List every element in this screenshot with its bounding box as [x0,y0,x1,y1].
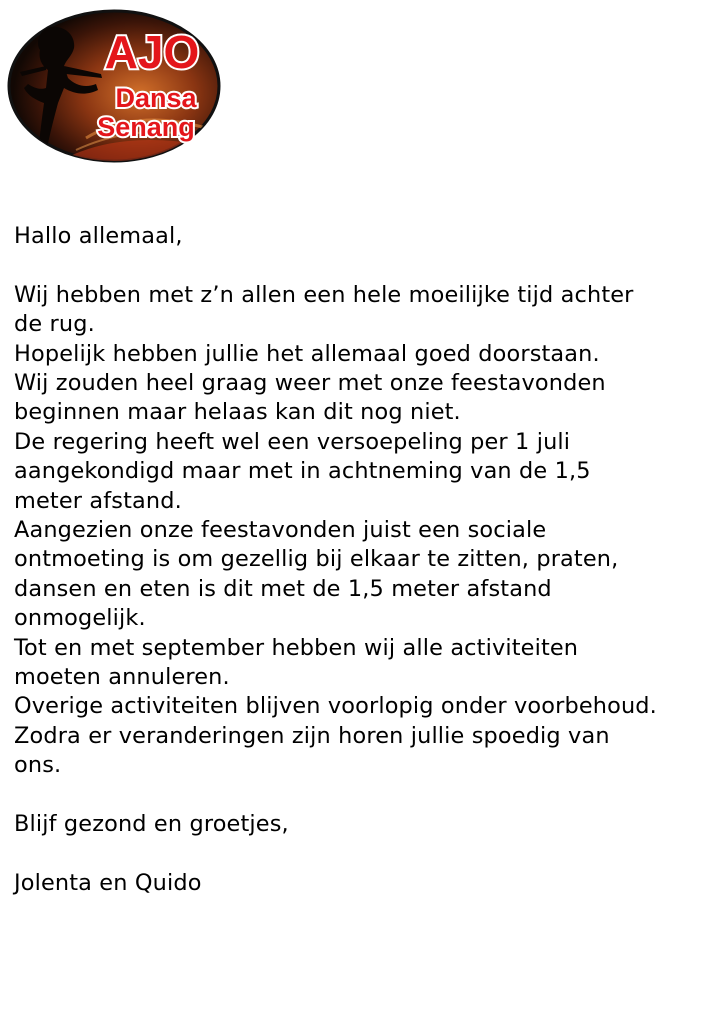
letter-paragraph [14,281,714,781]
greeting: Hallo allemaal, [14,223,183,249]
letter-line: moeten annuleren. [14,664,230,691]
letter-line: Aangezien onze feestavonden juist een sociale [14,517,547,544]
logo-graphic [6,8,222,164]
logo-text-ajo: AJO [104,26,200,78]
logo-text-senang: Senang [97,112,195,142]
letter-line: ons. [14,752,62,779]
letter-line: Overige activiteiten blijven voorlopig onder voorbehoud. [14,693,657,720]
letter-line: Wij hebben met z’n allen een hele moeilijke tijd achter [14,281,634,308]
ajo-dansa-senang-logo [6,8,222,164]
paragraph-gap [14,781,714,810]
letter-line: De regering heeft wel een versoepeling per 1 juli [14,428,571,455]
letter-line: Zodra er veranderingen zijn horen jullie spoedig van [14,722,610,749]
letter-line: meter afstand. [14,487,182,514]
letter-line: Wij zouden heel graag weer met onze feestavonden [14,370,606,397]
paragraph-gap [14,251,714,280]
letter-line: ontmoeting is om gezellig bij elkaar te zitten, praten, [14,546,619,573]
paragraph-gap [14,840,714,869]
letter-line: de rug. [14,311,95,338]
letter-line: aangekondigd maar met in achtneming van de 1,5 [14,458,591,485]
signature: Jolenta en Quido [14,869,202,896]
logo-text-dansa: Dansa [115,83,197,113]
closing: Blijf gezond en groetjes, [14,811,289,838]
letter-line: onmogelijk. [14,605,146,632]
letter-line: Tot en met september hebben wij alle activiteiten [14,634,579,661]
letter-body [14,222,714,898]
letter-line: Hopelijk hebben jullie het allemaal goed doorstaan. [14,340,600,367]
letter-line: dansen en eten is dit met de 1,5 meter afstand [14,575,552,602]
letter-line: beginnen maar helaas kan dit nog niet. [14,399,461,426]
